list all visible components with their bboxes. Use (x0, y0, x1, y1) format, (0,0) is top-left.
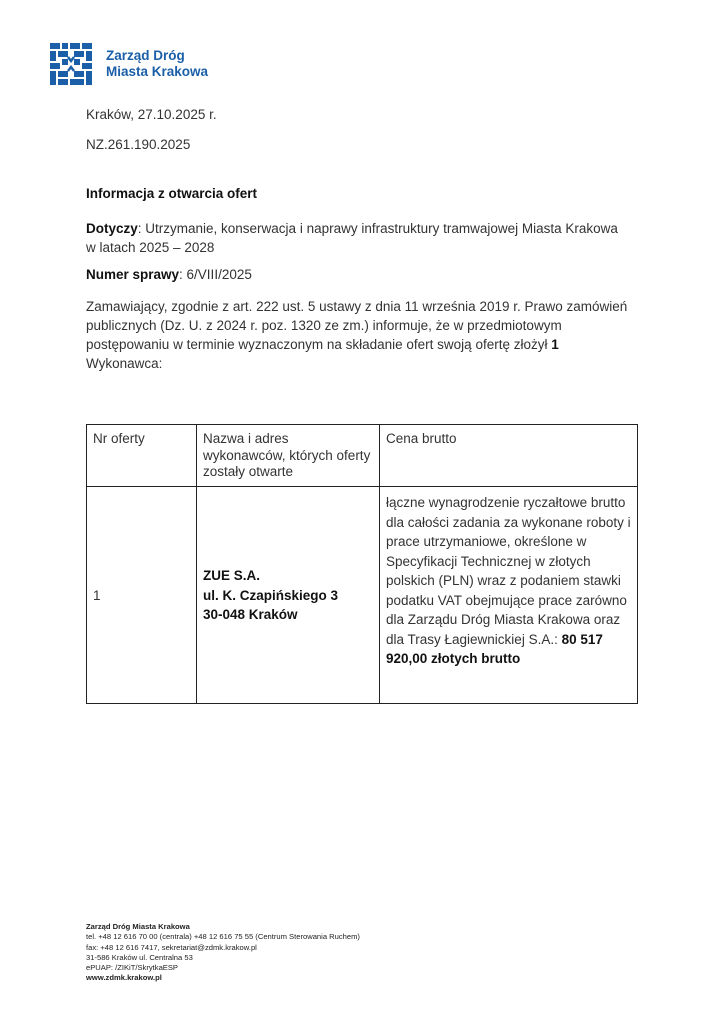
zdmk-logo (50, 43, 208, 85)
contractor-street: ul. K. Czapińskiego 3 (203, 587, 339, 603)
logo-wordmark (106, 48, 208, 80)
document-heading: Informacja z otwarcia ofert (86, 186, 258, 201)
footer-org: Zarząd Dróg Miasta Krakowa (86, 922, 190, 931)
header-price (380, 425, 638, 487)
subject-line (86, 219, 626, 257)
contractor-city: 30-048 Kraków (203, 607, 298, 623)
footer-fax: fax: +48 12 616 7417, sekretariat@zdmk.krakow.pl (86, 942, 257, 952)
body-text-before: Zamawiający, zgodnie z art. 222 ust. 5 ustawy z dnia 11 września 2019 r. Prawo zamówień publicznych (Dz. U. z 2024 r. poz. 1320 ze zm.) informuje, że w przedmiotowym postępowaniu w terminie wyznaczonym na składanie ofert swoją ofertę złożył (86, 299, 628, 352)
body-offer-count: 1 (551, 337, 559, 352)
footer-contact (86, 922, 360, 984)
footer-address: 31-586 Kraków ul. Centralna 53 (86, 952, 193, 962)
cell-offer-number: 1 (87, 487, 197, 704)
case-text: : 6/VIII/2025 (179, 267, 252, 282)
subject-text: : Utrzymanie, konserwacja i naprawy infrastruktury tramwajowej Miasta Krakowa w latach 2025 – 2028 (86, 221, 618, 255)
table-row (87, 487, 638, 704)
cell-price (380, 487, 638, 704)
header-price-label: Cena brutto (386, 431, 457, 446)
place-date: Kraków, 27.10.2025 r. (86, 107, 217, 122)
cell-contractor (197, 487, 380, 704)
case-label: Numer sprawy (86, 267, 180, 282)
header-offer-number (87, 425, 197, 487)
header-contractor-label: Nazwa i adres wykonawców, których oferty zostały otwarte (203, 431, 371, 479)
zdmk-logo-icon (50, 43, 92, 85)
body-paragraph (86, 297, 631, 373)
price-description: łączne wynagrodzenie ryczałtowe brutto dla całości zadania za wykonane roboty i prace utrzymaniowe, określone w Specyfikacji Technicznej w złotych polskich (PLN) wraz z podaniem stawki podatku VAT obejmujące prace zarówno dla Zarządu Dróg Miasta Krakowa oraz dla Trasy Łagiewnickiej S.A.: (386, 495, 631, 647)
reference-number: NZ.261.190.2025 (86, 137, 191, 152)
price-amount: 80 517 920,00 złotych brutto (386, 631, 603, 666)
logo-line-2: Miasta Krakowa (106, 64, 209, 79)
table-header-row (87, 425, 638, 487)
offers-table (86, 424, 638, 704)
subject-label: Dotyczy (86, 221, 138, 236)
logo-line-1: Zarząd Dróg (106, 48, 185, 63)
case-number-line (86, 265, 252, 284)
footer-phone: tel. +48 12 616 70 00 (centrala) +48 12 616 75 55 (Centrum Sterowania Ruchem) (86, 932, 360, 942)
footer-epuap: ePUAP: /ZIKiT/SkrytkaESP (86, 963, 178, 973)
contractor-name: ZUE S.A. (203, 568, 261, 584)
footer-website: www.zdmk.krakow.pl (86, 973, 162, 983)
header-offer-number-label: Nr oferty (93, 431, 145, 446)
header-contractor (197, 425, 380, 487)
body-text-after: Wykonawca: (86, 356, 163, 371)
